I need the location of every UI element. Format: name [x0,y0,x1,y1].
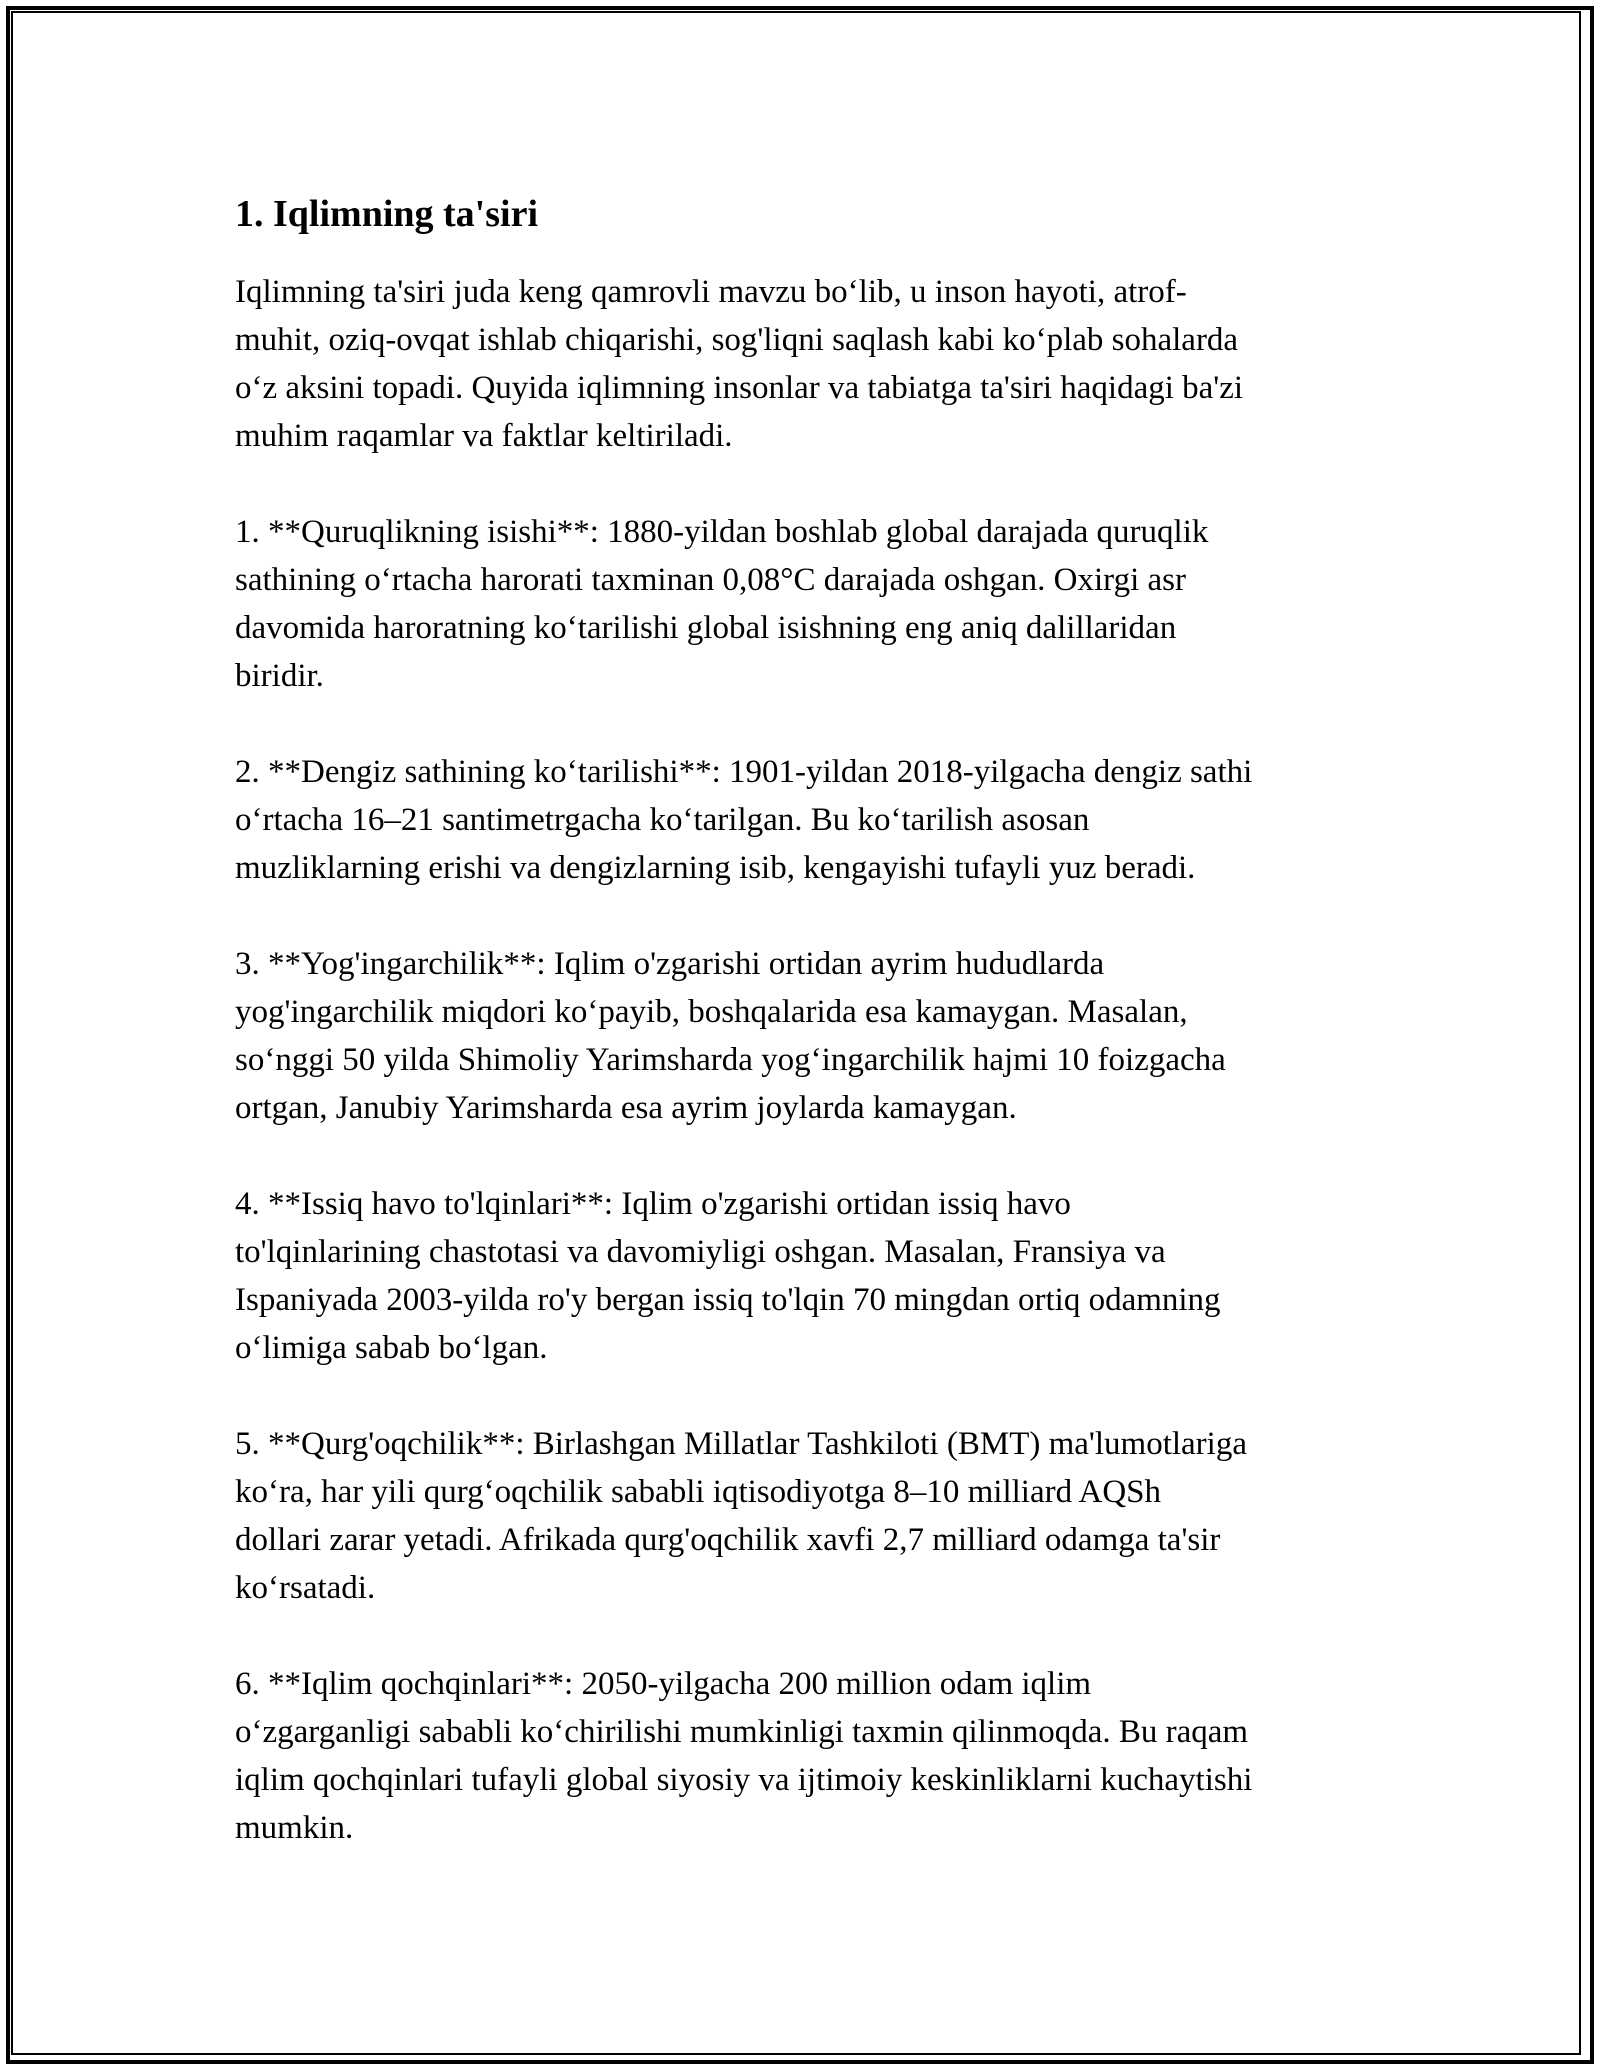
list-item-land-warming: 1. **Quruqlikning isishi**: 1880-yildan boshlab global darajada quruqlik sathining o‘rtacha harorati taxminan 0,08°C darajada oshgan. Oxirgi asr davomida haroratning ko‘tarilishi global isishning eng aniq dalillaridan biridir. [235,514,1209,694]
document-body [235,185,1380,1900]
list-item-climate-refugees: 6. **Iqlim qochqinlari**: 2050-yilgacha 200 million odam iqlim o‘zgarganligi sababli ko‘chirilishi mumkinligi taxmin qilinmoqda. Bu raqam iqlim qochqinlari tufayli global siyosiy va ijtimoiy keskinliklarni kuchaytishi mumkin. [235,1666,1253,1846]
list-item-heat-waves: 4. **Issiq havo to'lqinlari**: Iqlim o'zgarishi ortidan issiq havo to'lqinlarining chastotasi va davomiyligi oshgan. Masalan, Fransiya va Ispaniyada 2003-yilda ro'y bergan issiq to'lqin 70 mingdan ortiq odamning o‘limiga sabab bo‘lgan. [235,1186,1221,1366]
list-item-drought: 5. **Qurg'oqchilik**: Birlashgan Millatlar Tashkiloti (BMT) ma'lumotlariga ko‘ra, har yili qurg‘oqchilik sababli iqtisodiyotga 8–10 milliard AQSh dollari zarar yetadi. Afrikada qurg'oqchilik xavfi 2,7 milliard odamga ta'sir ko‘rsatadi. [235,1426,1247,1606]
intro-paragraph: Iqlimning ta'siri juda keng qamrovli mavzu bo‘lib, u inson hayoti, atrof- muhit, oziq-ovqat ishlab chiqarishi, sog'liqni saqlash kabi ko‘plab sohalarda o‘z aksini topadi. Quyida iqlimning insonlar va tabiatga ta'siri haqidagi ba'zi muhim raqamlar va faktlar keltiriladi. [235,274,1244,454]
section-title: 1. Iqlimning ta'siri [235,193,538,235]
list-item-precipitation: 3. **Yog'ingarchilik**: Iqlim o'zgarishi ortidan ayrim hududlarda yog'ingarchilik miqdori ko‘payib, boshqalarida esa kamaygan. Masalan, so‘nggi 50 yilda Shimoliy Yarimsharda yog‘ingarchilik hajmi 10 foizgacha ortgan, Janubiy Yarimsharda esa ayrim joylarda kamaygan. [235,946,1226,1126]
list-item-sea-level-rise: 2. **Dengiz sathining ko‘tarilishi**: 1901-yildan 2018-yilgacha dengiz sathi o‘rtacha 16–21 santimetrgacha ko‘tarilgan. Bu ko‘tarilish asosan muzliklarning erishi va dengizlarning isib, kengayishi tufayli yuz beradi. [235,754,1253,886]
